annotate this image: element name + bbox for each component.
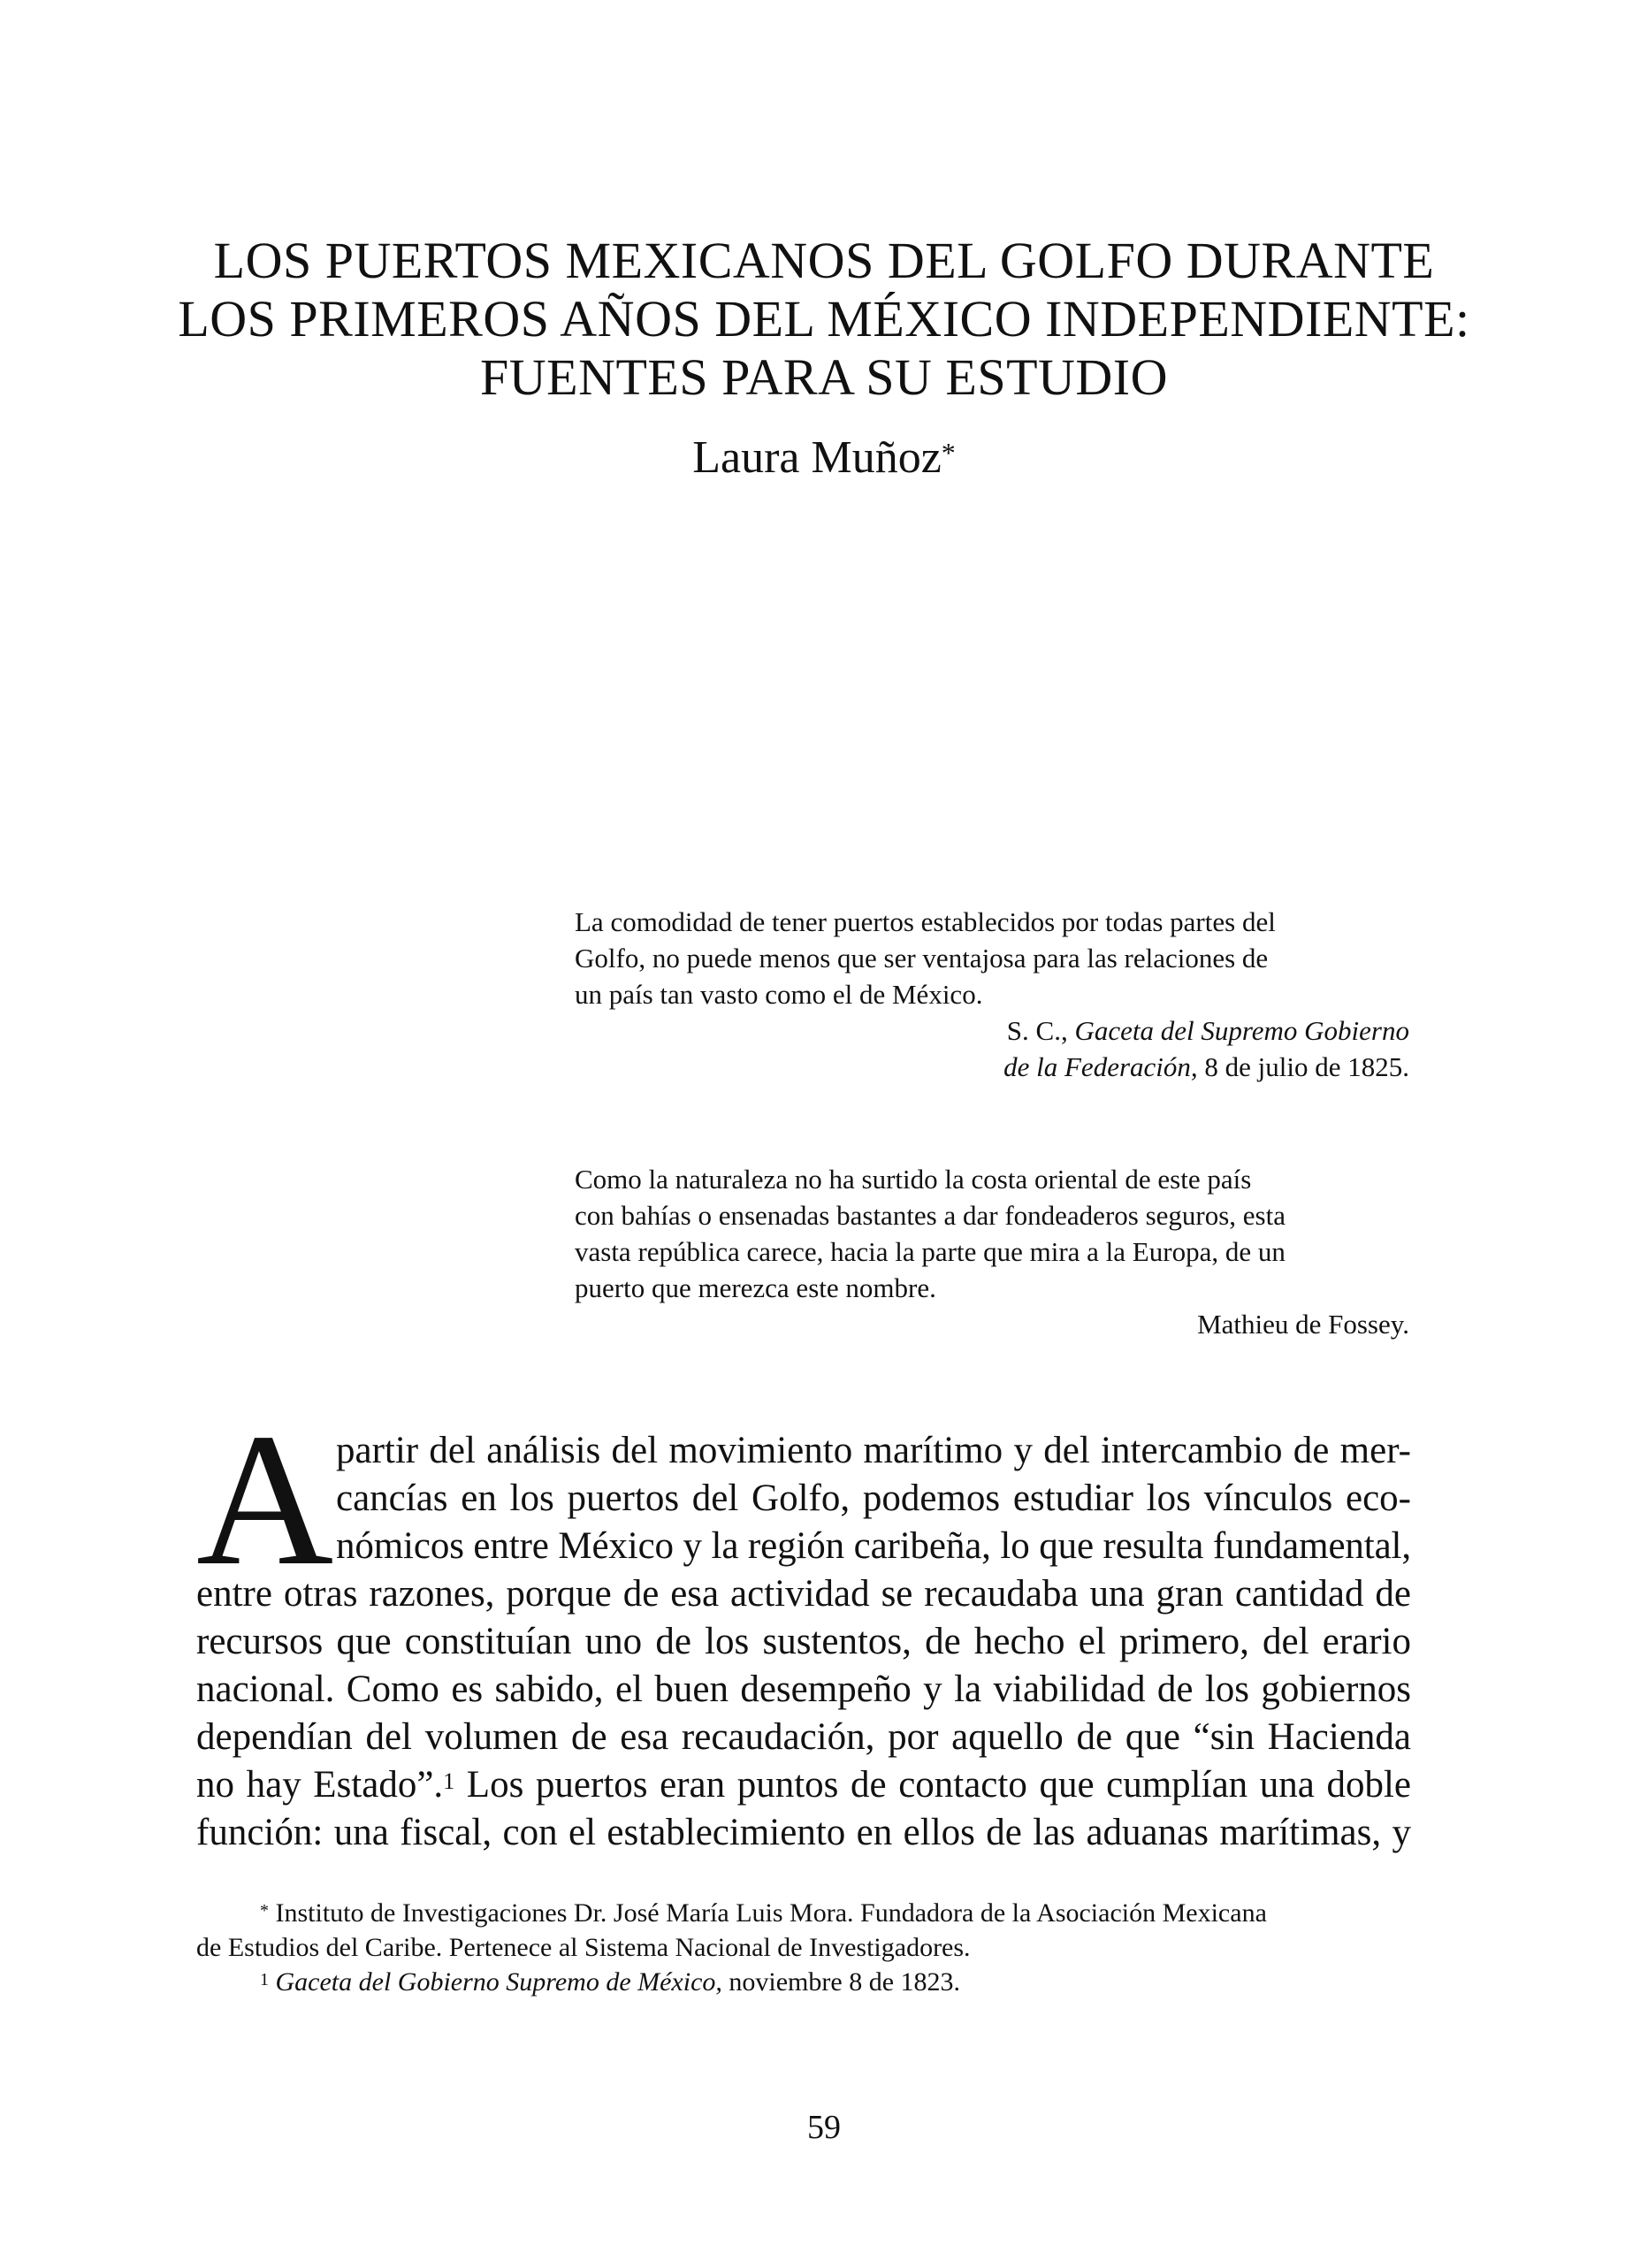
epigraph-line: puerto que merezca este nombre. — [575, 1272, 936, 1303]
epigraph-line: con bahías o ensenadas bastantes a dar fondeaderos seguros, esta — [575, 1200, 1286, 1231]
footnote-ref: 1 — [443, 1768, 455, 1794]
body-line-text: cancías en los puertos del Golfo, podemos estudiar los vínculos eco- — [336, 1478, 1411, 1519]
source-title-cont: de la Federación, — [1003, 1051, 1198, 1082]
body-line-text: nacional. Como es sabido, el buen desempeño y la viabilidad de los gobiernos — [196, 1669, 1411, 1710]
source-title: Gaceta del Supremo Gobierno — [1074, 1015, 1409, 1046]
footnote-1 — [196, 1965, 1411, 1999]
body-line-text: dependían del volumen de esa recaudación, por aquello de que “sin Hacienda — [196, 1716, 1411, 1758]
epigraph-2 — [575, 1161, 1409, 1342]
epigraph-source-cont — [575, 1049, 1409, 1085]
footnote-text: Instituto de Investigaciones Dr. José María Luis Mora. Fundadora de la Asociación Mexicana — [269, 1898, 1267, 1928]
epigraph-line: La comodidad de tener puertos establecidos por todas partes del — [575, 906, 1276, 937]
epigraph-line: Golfo, no puede menos que ser ventajosa para las relaciones de — [575, 943, 1269, 974]
epigraph-source — [575, 1012, 1409, 1049]
epigraph-line: vasta república carece, hacia la parte que mira a la Europa, de un — [575, 1236, 1286, 1267]
body-line-text: entre otras razones, porque de esa actividad se recaudaba una gran cantidad de — [196, 1573, 1411, 1615]
article-title — [133, 232, 1515, 407]
footnote-mark: 1 — [260, 1970, 269, 1989]
body-line — [196, 1475, 1411, 1523]
source-prefix: S. C., — [1006, 1015, 1075, 1046]
body-line — [196, 1523, 1411, 1570]
body-line — [196, 1761, 1411, 1809]
footnote-title: Gaceta del Gobierno Supremo de México, — [269, 1967, 722, 1997]
epigraph-source: Mathieu de Fossey. — [1197, 1309, 1409, 1340]
body-line-text: partir del análisis del movimiento marítimo y del intercambio de mer- — [336, 1430, 1411, 1471]
body-line-text — [196, 1761, 1411, 1809]
body-line — [196, 1666, 1411, 1714]
body-text-segment: Los puertos eran puntos de contacto que cumplían una doble — [454, 1764, 1412, 1806]
body-line — [196, 1427, 1411, 1475]
drop-cap: A — [196, 1394, 334, 1605]
body-text-segment: no hay Estado”. — [196, 1764, 444, 1806]
footnote-mark: * — [260, 1901, 269, 1921]
epigraph-line: un país tan vasto como el de México. — [575, 979, 983, 1010]
body-line — [196, 1714, 1411, 1761]
author-byline — [133, 431, 1515, 485]
author-footnote-mark: * — [941, 437, 956, 469]
title-line: FUENTES PARA SU ESTUDIO — [480, 348, 1168, 406]
body-line-text: función: una fiscal, con el establecimiento en ellos de las aduanas marítimas, y — [196, 1812, 1411, 1853]
footnote-affiliation — [196, 1896, 1411, 1930]
body-line-text: nómicos entre México y la región caribeña, lo que resulta fundamental, — [336, 1525, 1411, 1567]
body-text — [196, 1394, 1412, 1857]
body-line — [196, 1809, 1411, 1857]
footnotes — [196, 1896, 1411, 1999]
page-number: 59 — [807, 2109, 841, 2146]
footnote-text: noviembre 8 de 1823. — [721, 1967, 961, 1997]
title-line: LOS PUERTOS MEXICANOS DEL GOLFO DURANTE — [213, 232, 1435, 289]
body-line — [196, 1618, 1411, 1666]
title-line: LOS PRIMEROS AÑOS DEL MÉXICO INDEPENDIENTE: — [178, 290, 1470, 347]
body-line-text: recursos que constituían uno de los sustentos, de hecho el primero, del erario — [196, 1621, 1411, 1662]
epigraph-1 — [575, 904, 1409, 1085]
source-date: 8 de julio de 1825. — [1197, 1051, 1409, 1082]
body-line — [196, 1570, 1411, 1618]
epigraph-line: Como la naturaleza no ha surtido la costa oriental de este país — [575, 1164, 1252, 1195]
footnote-affiliation-cont: de Estudios del Caribe. Pertenece al Sistema Nacional de Investigadores. — [196, 1933, 971, 1962]
author-name: Laura Muñoz — [692, 432, 942, 483]
